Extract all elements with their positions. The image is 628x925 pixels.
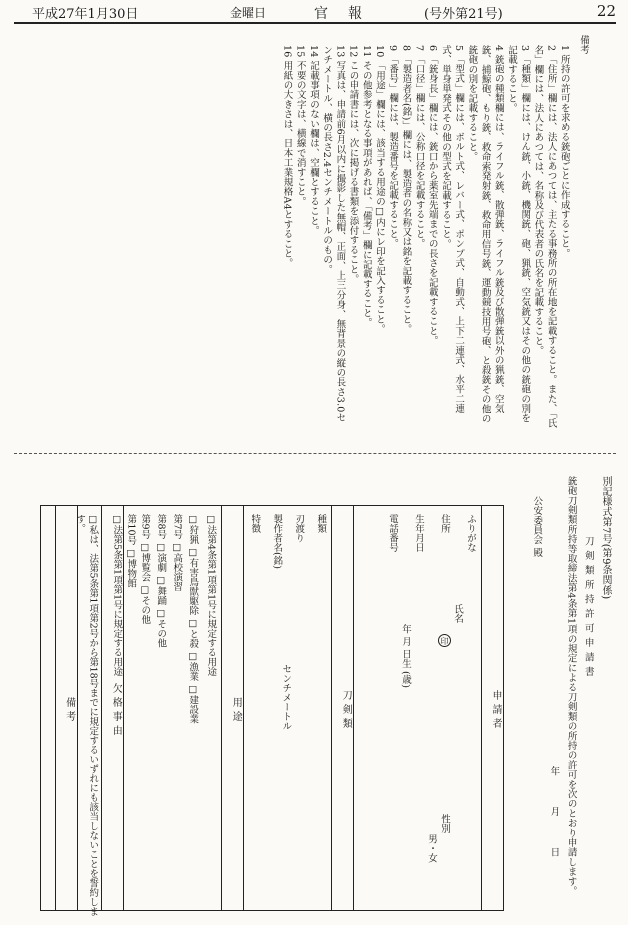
- furigana-label: ふりがな: [465, 514, 476, 552]
- note-item: 6 「銃身長」欄には、銃口から薬室先端までの長さを記載すること。: [426, 45, 438, 346]
- sub-9: 第9号: [139, 514, 151, 540]
- purpose-row-1: [186, 506, 199, 910]
- note-item: 4 銃砲の種類欄には、ライフル銃、散弾銃、ライフル銃及び散弾銃以外の猟銃、空気銃、捕鯨砲、もり銃、救命索発射銃、救命用信号銃、運動競技用号砲、と殺銃その他の銃砲の別を記載すること。: [466, 45, 504, 424]
- note-item: 13 写真は、申請前6月以内に撮影した無帽、正面、上三分身、無背景の縦の長さ3.0センチメートル、横の長さ2.4センチメートルのもの。: [321, 45, 346, 423]
- purpose-school[interactable]: □高校演習: [171, 542, 183, 592]
- law4-checkbox[interactable]: □法第4条第1項第1号に規定する用途: [205, 514, 217, 677]
- sex-value: 男・女: [426, 834, 437, 863]
- extra-issue-number: (号外第21号): [424, 7, 503, 22]
- note-item: 14 記載事項のない欄は、空欄とすること。: [307, 45, 319, 236]
- sex-label: 性別: [439, 814, 450, 833]
- maker-field: [270, 506, 283, 910]
- note-item: 12 この申請書には、次に掲げる書類を添付すること。: [347, 45, 359, 284]
- disqualification-column: [74, 506, 124, 917]
- issue-date: 平成27年1月30日: [32, 7, 139, 22]
- note-item: 3 「種類」欄には、けん銃、小銃、機関銃、砲、猟銃、空気銃又はその他の銃砲の別を記載すること。: [505, 45, 531, 424]
- disqualification-label: 欠格事由: [101, 506, 123, 910]
- birth-label: 生年月日: [413, 514, 424, 552]
- gazette-header: [14, 0, 616, 24]
- form-heading: [512, 476, 612, 896]
- kind-label: 種類: [315, 514, 327, 533]
- note-item: 16 用紙の大きさは、日本工業規格A4とすること。: [281, 45, 293, 269]
- name-label: 氏名: [452, 604, 463, 623]
- purpose-row-5: [124, 506, 137, 910]
- notes-section: [40, 35, 590, 430]
- note-item: 10 「用途」欄には、該当する用途の□内にレ印を記入すること。: [373, 45, 385, 334]
- purpose-fishing[interactable]: □漁業: [187, 651, 199, 682]
- phone-label: 電話番号: [387, 514, 398, 552]
- kind-field: [314, 506, 327, 910]
- notes-heading: 備考: [578, 35, 589, 55]
- purpose-museum[interactable]: □博物館: [125, 548, 137, 588]
- purpose-label: 用途: [221, 506, 243, 910]
- remarks-column: [41, 506, 77, 910]
- seal-circle: 印: [438, 634, 451, 647]
- purpose-row-2: [170, 506, 183, 910]
- law5-checkbox[interactable]: □法第5条第1項第1号に規定する用途: [111, 514, 123, 677]
- note-item: 2 「住所」欄には、法人にあつては、主たる事務所の所在地を記載すること。また、「氏名」欄には、法人にあつては、名称及び代表者の氏名を記載すること。: [532, 45, 557, 429]
- sword-label: 刀剣類: [331, 506, 353, 910]
- purpose-construction[interactable]: □建設業: [187, 684, 199, 724]
- form-number: 別記様式第7号(第9条関係): [600, 476, 611, 600]
- remarks-label: 備考: [55, 506, 77, 910]
- address-label: 住所: [439, 514, 450, 533]
- purpose-hunting[interactable]: □狩猟: [187, 514, 199, 544]
- page-number: 22: [596, 2, 616, 20]
- applicant-column: [353, 506, 503, 910]
- purpose-options: [204, 506, 217, 910]
- length-label: 刃渡り: [293, 514, 305, 543]
- purpose-other-8[interactable]: □その他: [155, 608, 167, 648]
- purpose-row-4: [138, 506, 151, 910]
- note-item: 7 「口径」欄には、公称口径を記載すること。: [413, 45, 425, 249]
- form-date: 年 月 日: [548, 766, 560, 871]
- note-item: 11 その他参考となる事項があれば、「備考」欄に記載すること。: [360, 45, 372, 328]
- maker-label: 製作者名(銘): [271, 514, 283, 569]
- sub-8: 第8号: [155, 514, 167, 540]
- features-label: 特徴: [249, 514, 261, 533]
- form-body: 銃砲刀剣類所持等取締法第4条第1項の規定による刀剣類の所持の許可を次のとおり申請します。: [565, 476, 577, 896]
- form-title: 刀剣類所持許可申請書: [582, 536, 594, 681]
- form-addressee: 公安委員会 殿: [531, 496, 543, 558]
- purpose-row-3: [154, 506, 167, 910]
- birth-value: 年 月 日生 (歳): [400, 624, 411, 688]
- purpose-slaughter[interactable]: □と殺: [187, 618, 199, 649]
- purpose-other-9[interactable]: □その他: [139, 584, 151, 625]
- gazette-title: 官報: [314, 6, 382, 22]
- applicant-label: 申請者: [481, 506, 503, 910]
- purpose-pest[interactable]: □有害鳥獣駆除: [187, 547, 199, 616]
- length-unit: センチメートル: [280, 664, 292, 731]
- section-divider: [14, 453, 616, 454]
- sub-10: 第10号: [125, 514, 137, 546]
- note-item: 8 「製造者名(銘)」欄には、製造者の名称又は銘を記載すること。: [400, 45, 412, 334]
- purpose-dance[interactable]: □舞踊: [155, 575, 167, 606]
- purpose-drama[interactable]: □演劇: [155, 542, 167, 573]
- features-field: [248, 506, 261, 910]
- sex-field: [425, 806, 451, 910]
- note-item: 15 不要の文字は、横線で消すこと。: [294, 45, 306, 207]
- weekday: 金曜日: [230, 6, 267, 20]
- phone-field: [386, 506, 399, 910]
- sword-column: [243, 506, 353, 910]
- sub-7: 第7号: [171, 514, 183, 540]
- note-item: 5 「型式」欄には、ボルト式、レバー式、ポンプ式、自動式、上下二連式、水平二連式、単身単発式その他の型式を記載すること。: [439, 45, 465, 414]
- disqualification-text[interactable]: □私は、法第5条第1項第2号から第18号までに規定するいずれにも該当しないことを誓約します。: [74, 514, 99, 917]
- purpose-expo[interactable]: □博覧会: [139, 542, 151, 582]
- note-item: 1 所持の許可を求める銃砲ごとに作成すること。: [558, 45, 570, 259]
- application-form-table: [40, 505, 504, 917]
- note-item: 9 「番号」欄には、製造番号を記載すること。: [387, 45, 399, 249]
- birth-field: [399, 506, 425, 910]
